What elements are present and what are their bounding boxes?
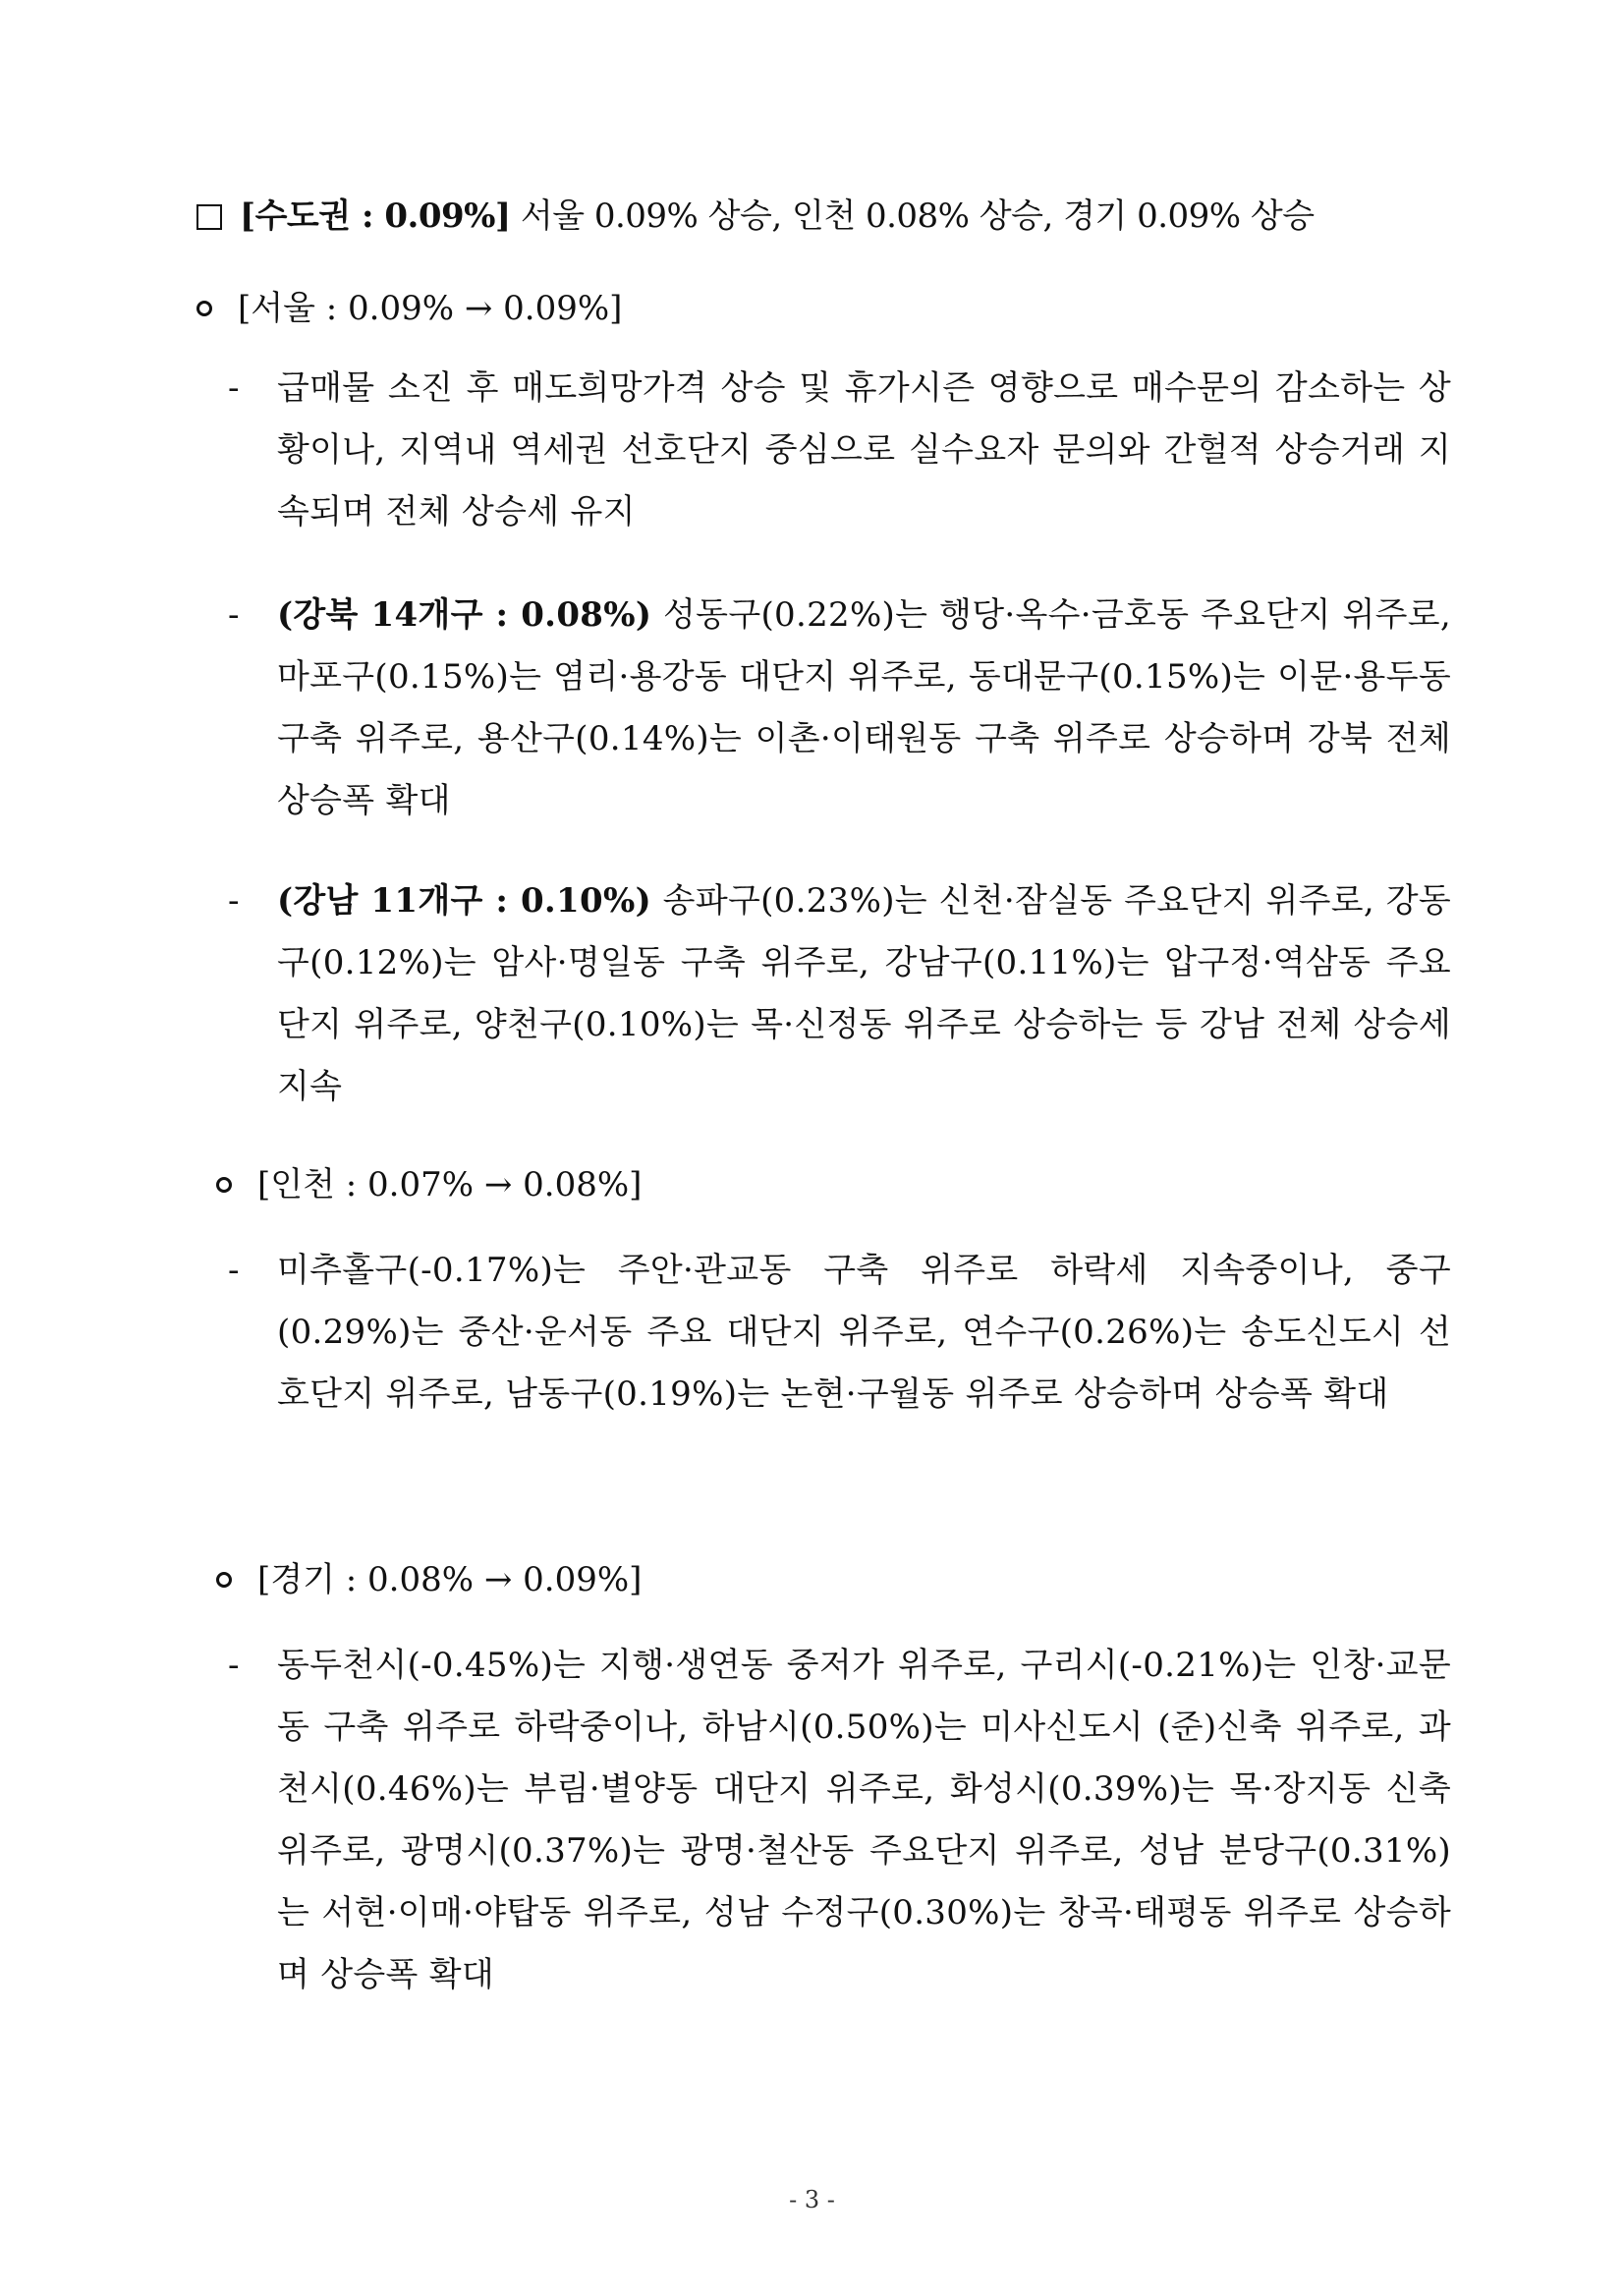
page-number: - 3 - (789, 2186, 835, 2213)
heading-label: [수도권 : 0.09%] (240, 196, 511, 236)
dash-icon: - (228, 881, 240, 921)
bullet-seoul-gangbuk: - (강북 14개구 : 0.08%) 성동구(0.22%)는 행당·옥수·금호동 주요단지 위주로, 마포구(0.15%)는 염리·용강동 대단지 위주로, 동대문구(0.15%)는 이문·용두동 구축 위주로, 용산구(0.14%)는 이촌·이태원동 구축 위주로 상승하며 강북 전체 상승폭 확대 (228, 585, 1451, 832)
dash-icon: - (228, 1251, 240, 1290)
circle-bullet-icon (196, 301, 212, 316)
dash-icon: - (228, 368, 240, 408)
heading-text: 서울 0.09% 상승, 인천 0.08% 상승, 경기 0.09% 상승 (510, 196, 1315, 236)
section-heading (196, 187, 1474, 246)
checkbox-square-icon (196, 204, 222, 230)
circle-bullet-icon (216, 1572, 232, 1588)
circle-bullet-icon (216, 1177, 232, 1193)
bullet-seoul-general: - 급매물 소진 후 매도희망가격 상승 및 휴가시즌 영향으로 매수문의 감소하는 상황이나, 지역내 역세권 선호단지 중심으로 실수요자 문의와 간헐적 상승거래 지속되며 전체 상승세 유지 (228, 358, 1451, 543)
bullet-incheon: - 미추홀구(-0.17%)는 주안·관교동 구축 위주로 하락세 지속중이나, 중구(0.29%)는 중산·운서동 주요 대단지 위주로, 연수구(0.26%)는 송도신도시 선호단지 위주로, 남동구(0.19%)는 논현·구월동 위주로 상승하며 상승폭 확대 (228, 1240, 1451, 1426)
bullet-seoul-gangnam: - (강남 11개구 : 0.10%) 송파구(0.23%)는 신천·잠실동 주요단지 위주로, 강동구(0.12%)는 암사·명일동 구축 위주로, 강남구(0.11%)는 압구정·역삼동 주요단지 위주로, 양천구(0.10%)는 목·신정동 위주로 상승하는 등 강남 전체 상승세 지속 (228, 870, 1451, 1118)
subsection-title-gyeonggi: [경기 : 0.08% → 0.09%] (216, 1550, 642, 1609)
dash-icon: - (228, 595, 240, 635)
bullet-gyeonggi: - 동두천시(-0.45%)는 지행·생연동 중저가 위주로, 구리시(-0.21%)는 인창·교문동 구축 위주로 하락중이나, 하남시(0.50%)는 미사신도시 (준)신축 위주로, 과천시(0.46%)는 부림·별양동 대단지 위주로, 화성시(0.39%)는 목·장지동 신축 위주로, 광명시(0.37%)는 광명·철산동 주요단지 위주로, 성남 분당구(0.31%)는 서현·이매·야탑동 위주로, 성남 수정구(0.30%)는 창곡·태평동 위주로 상승하며 상승폭 확대 (228, 1635, 1451, 2006)
subsection-title-incheon: [인천 : 0.07% → 0.08%] (216, 1155, 642, 1214)
subsection-title-seoul: [서울 : 0.09% → 0.09%] (196, 279, 622, 338)
dash-icon: - (228, 1646, 240, 1685)
